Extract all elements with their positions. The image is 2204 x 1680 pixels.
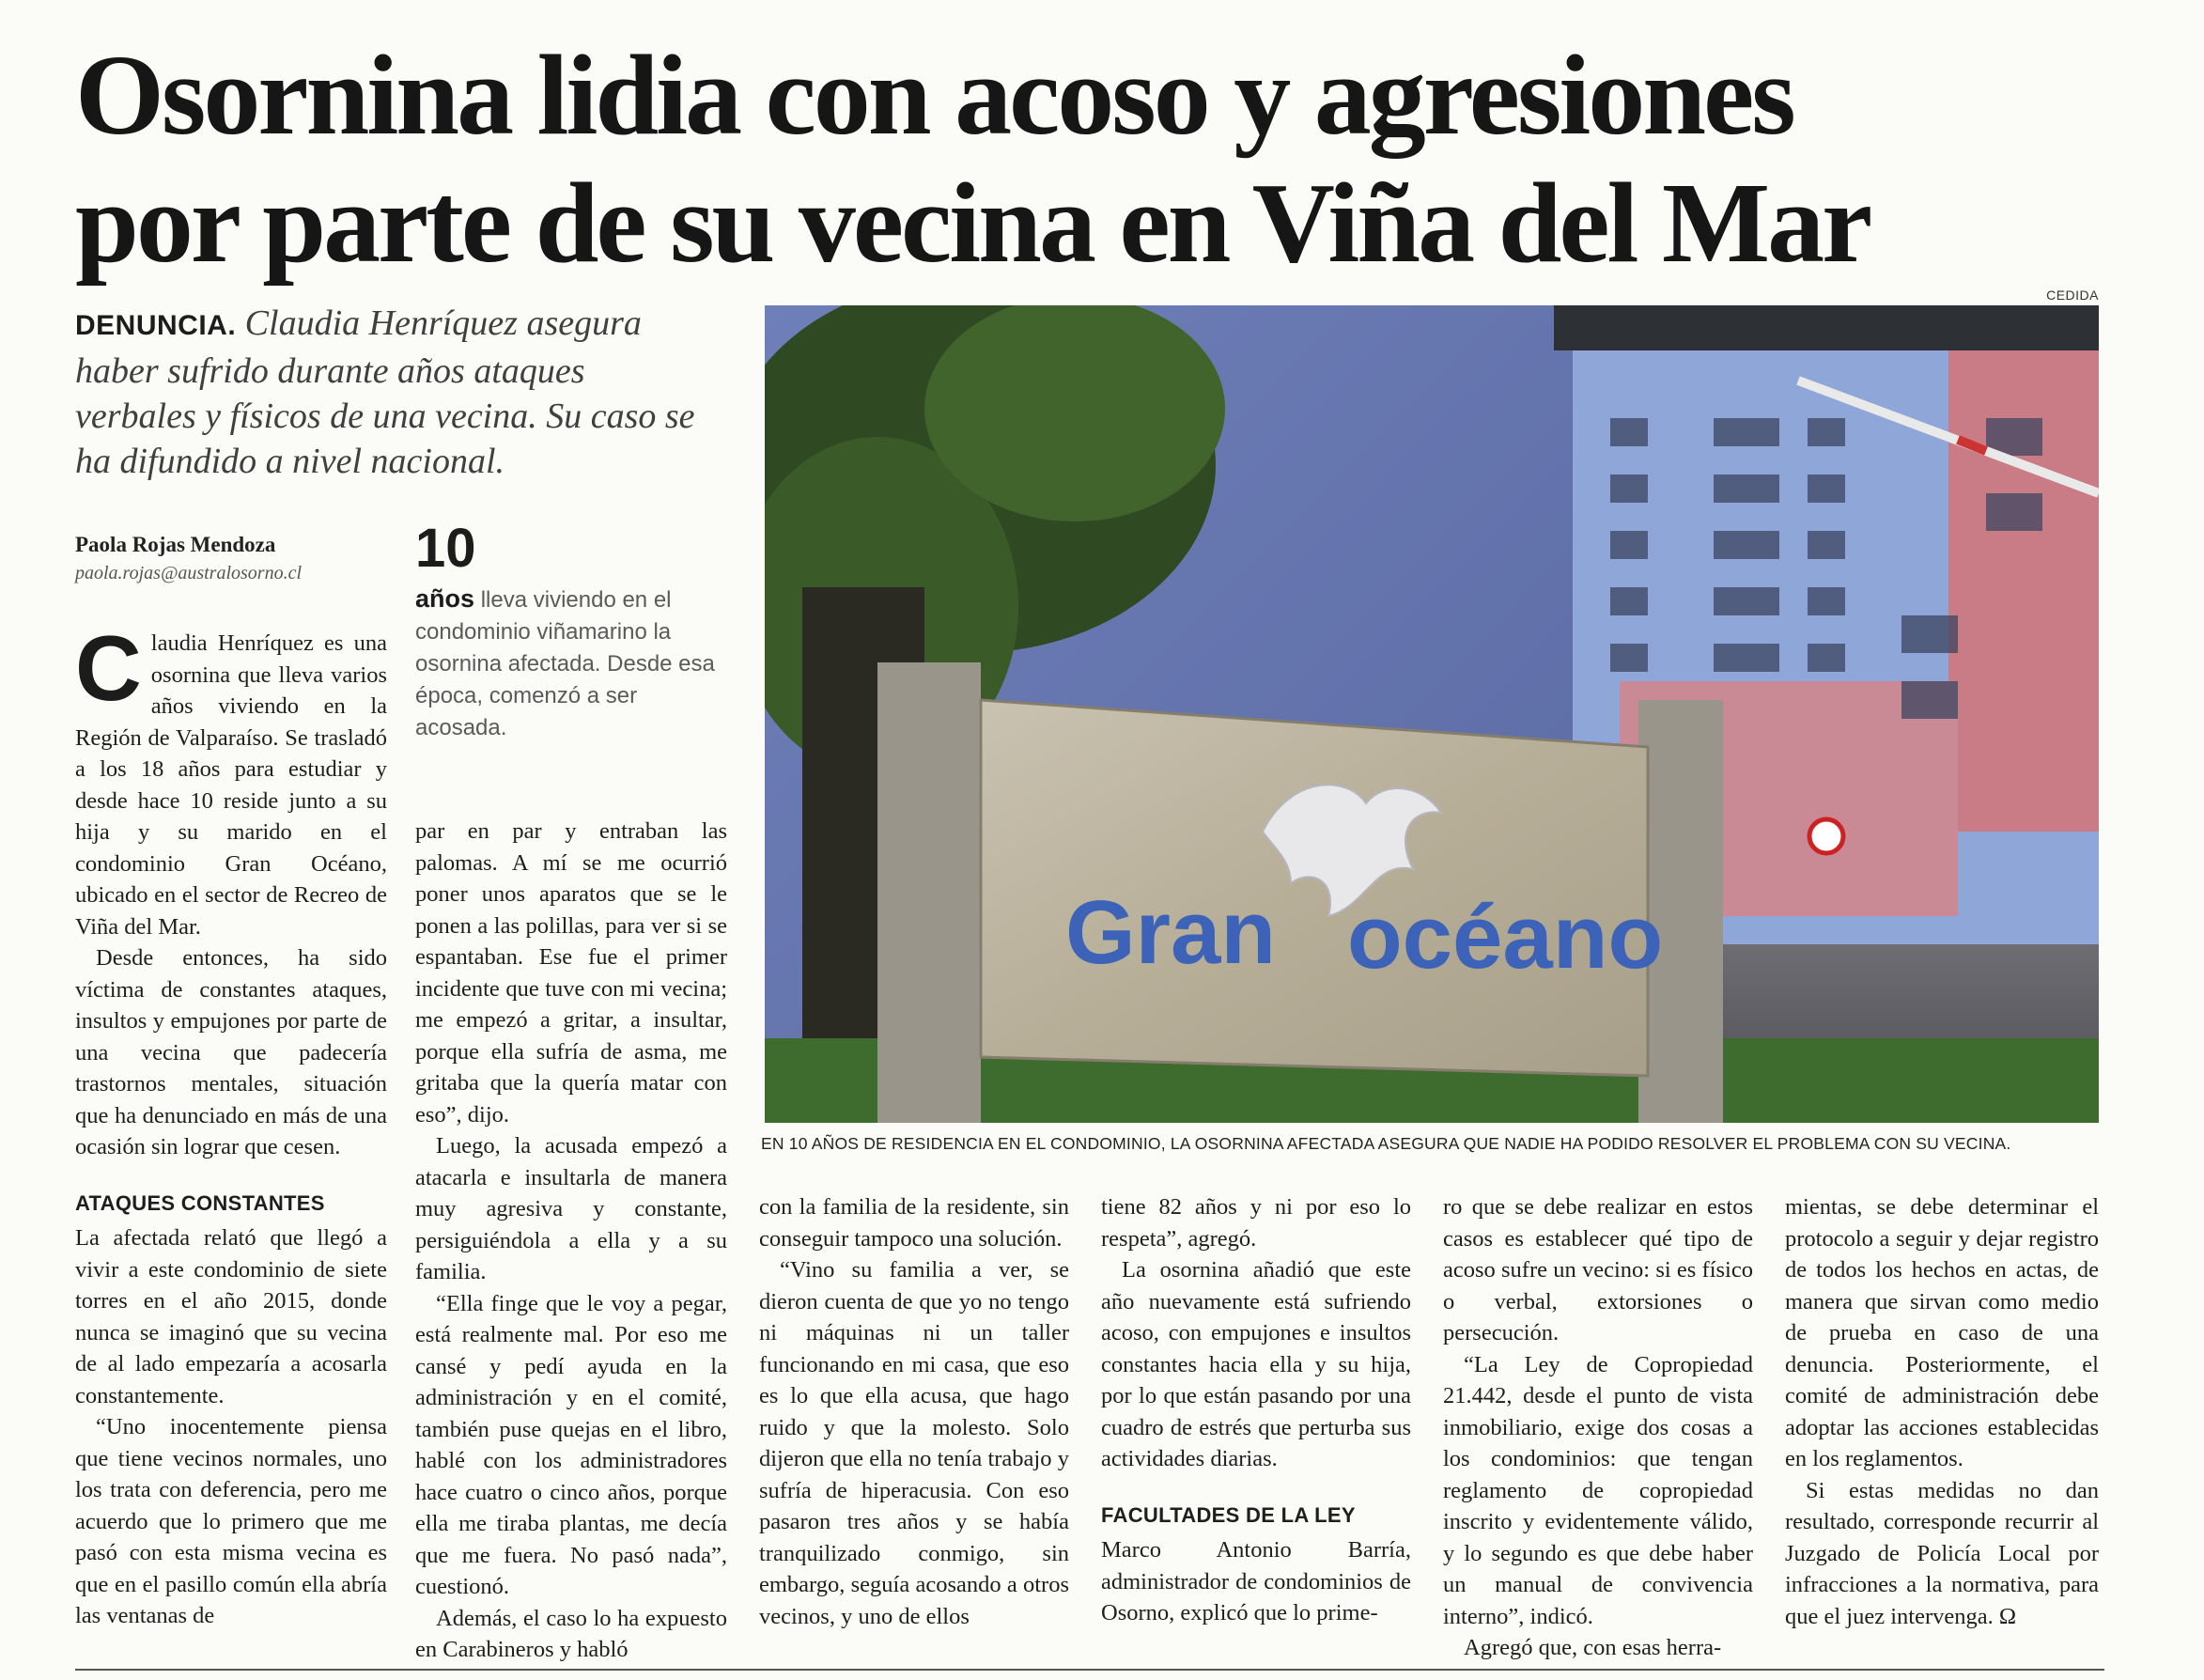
headline-line-2: por parte de su vecina en Viña del Mar bbox=[75, 160, 1870, 287]
paragraph: “Vino su familia a ver, se dieron cuenta de que yo no tengo ni máquinas ni un taller funcionando en mi casa, que eso es lo que ella acusa, que hago ruido y que la molesto. Solo dijeron que ella no tenía trabajo y sufría de hiperacusia. Con eso pasaron tres años y se había tranquilizado conmigo, sin embargo, seguía acosando a otros vecinos, y uno de ellos bbox=[759, 1257, 1069, 1629]
paragraph: Agregó que, con esas herra- bbox=[1464, 1635, 1722, 1660]
pink-building bbox=[1948, 343, 2099, 832]
lead-text: Claudia Henríquez asegura haber sufrido durante años ataques verbales y físicos de una vecina. Su caso se ha difundido a nivel nacional. bbox=[75, 303, 695, 481]
article-column-1 bbox=[75, 616, 387, 1632]
paragraph bbox=[1785, 1475, 2099, 1633]
stat-callout bbox=[415, 519, 716, 744]
paragraph: La afectada relató que llegó a vivir a este condominio de siete torres en el año 2015, donde nunca se imaginó que su vecina de al lado empezaría a acosarla constantemente. bbox=[75, 1225, 387, 1408]
section-heading: FACULTADES DE LA LEY bbox=[1101, 1502, 1356, 1527]
bottom-rule bbox=[75, 1669, 2104, 1671]
paragraph: “La Ley de Copropiedad 21.442, desde el punto de vista inmobiliario, exige dos cosas a los condominios: que tengan reglamento de copropiedad inscrito y evidentemente válido, y lo segundo es que debe haber un manual de convivencia interno”, indicó. bbox=[1443, 1351, 1753, 1629]
paragraph: par en par y entraban las palomas. A mí se me ocurrió poner unos aparatos que se le ponen a las polillas, para ver si se espantaban. Ese fue el primer incidente que tuve con mi vecina; me empezó a gritar, a insultar, porque ella sufría de asma, me gritaba que la quería matar con eso”, dijo. bbox=[415, 818, 727, 1128]
speed-sign-icon bbox=[1809, 819, 1843, 853]
photo-illustration bbox=[765, 305, 2099, 1123]
paragraph: mientas, se debe determinar el protocolo a seguir y dejar registro de todos los hechos en actas, de manera que sirvan como medio de prueba en caso de una denuncia. Posteriormente, el comité de administración debe adoptar las acciones establecidas en los reglamentos. bbox=[1785, 1194, 2099, 1471]
article-column-5 bbox=[1443, 1191, 1753, 1664]
left-post bbox=[877, 662, 981, 1123]
author-email[interactable]: paola.rojas@australosorno.cl bbox=[75, 563, 303, 583]
photo-credit: CEDIDA bbox=[2046, 288, 2099, 303]
paragraph: Además, el caso lo ha expuesto en Carabineros y habló bbox=[415, 1605, 727, 1662]
paragraph: Desde entonces, ha sido víctima de constantes ataques, insultos y empujones por parte de una vecina que padecería trastornos mentales, situación que ha denunciado en más de una ocasión sin lograr que cesen. bbox=[75, 945, 387, 1159]
drop-cap: C bbox=[75, 616, 142, 720]
sign-text-gran: Gran bbox=[1065, 882, 1277, 983]
article-column-3 bbox=[759, 1191, 1069, 1632]
article-column-6 bbox=[1785, 1191, 2099, 1632]
paragraph: con la familia de la residente, sin conseguir tampoco una solución. bbox=[759, 1194, 1069, 1252]
paragraph: Luego, la acusada empezó a atacarla e insultarla de manera muy agresiva y constante, persiguiéndola a ella y a su familia. bbox=[415, 1133, 727, 1284]
article-column-2 bbox=[415, 816, 727, 1666]
sign-text-oceano: océano bbox=[1347, 887, 1664, 988]
author-name: Paola Rojas Mendoza bbox=[75, 533, 276, 556]
paragraph: “Ella finge que le voy a pegar, está realmente mal. Por eso me cansé y pedí ayuda en la administración y en el comité, también puse quejas en el libro, hablé con los administradores hace cuatro o cinco años, porque ella me tiraba plantas, me decía que me fuera. No pasó nada”, cuestionó. bbox=[415, 1290, 727, 1599]
paragraph: tiene 82 años y ni por eso lo respeta”, agregó. bbox=[1101, 1194, 1411, 1252]
stat-unit: años bbox=[415, 584, 475, 613]
condominium-photo bbox=[765, 305, 2099, 1123]
end-mark-icon: Ω bbox=[1998, 1603, 2017, 1629]
section-heading: ATAQUES CONSTANTES bbox=[75, 1190, 325, 1215]
paragraph: Marco Antonio Barría, administrador de condominios de Osorno, explicó que lo prime- bbox=[1101, 1537, 1411, 1626]
photo-caption: EN 10 AÑOS DE RESIDENCIA EN EL CONDOMINIO, LA OSORNINA AFECTADA ASEGURA QUE NADIE HA PODIDO RESOLVER EL PROBLEMA CON SU VECINA. bbox=[761, 1134, 2011, 1153]
lead-paragraph bbox=[75, 301, 714, 484]
paragraph: La osornina añadió que este año nuevamente está sufriendo acoso, con empujones e insultos constantes hacia ella y su hija, por lo que están pasando por una cuadro de estrés que perturba sus actividades diarias. bbox=[1101, 1257, 1411, 1471]
paragraph bbox=[75, 616, 387, 942]
article-column-4 bbox=[1101, 1191, 1411, 1629]
headline bbox=[75, 32, 2142, 288]
stat-text bbox=[415, 583, 716, 744]
stat-number: 10 bbox=[415, 518, 476, 579]
paragraph-text: laudia Henríquez es una osornina que lleva varios años viviendo en la Región de Valparaíso. Se trasladó a los 18 años para estudiar y desde hace 10 reside junto a su hija y su marido en el condominio Gran Océano, ubicado en el sector de Recreo de Viña del Mar. bbox=[75, 630, 387, 940]
headline-line-1: Osornina lidia con acoso y agresiones bbox=[75, 32, 1793, 159]
paragraph-text: Si estas medidas no dan resultado, corresponde recurrir al Juzgado de Policía Local por infracciones a la normativa, para que el juez intervenga. bbox=[1785, 1477, 2099, 1629]
paragraph: ro que se debe realizar en estos casos es establecer qué tipo de acoso sufre un vecino: si es físico o verbal, extorsiones o persecución. bbox=[1443, 1194, 1753, 1346]
roof-beam bbox=[1554, 305, 2099, 350]
byline bbox=[75, 533, 385, 584]
paragraph: “Uno inocentemente piensa que tiene vecinos normales, uno los trata con deferencia, pero me acuerdo que lo primero que me pasó con esta misma vecina es que en el pasillo común ella abría las ventanas de bbox=[75, 1414, 387, 1628]
stat-description: lleva viviendo en el condominio viñamarino la osornina afectada. Desde esa época, comenzó a ser acosada. bbox=[415, 587, 715, 740]
lead-kicker: DENUNCIA. bbox=[75, 310, 237, 341]
